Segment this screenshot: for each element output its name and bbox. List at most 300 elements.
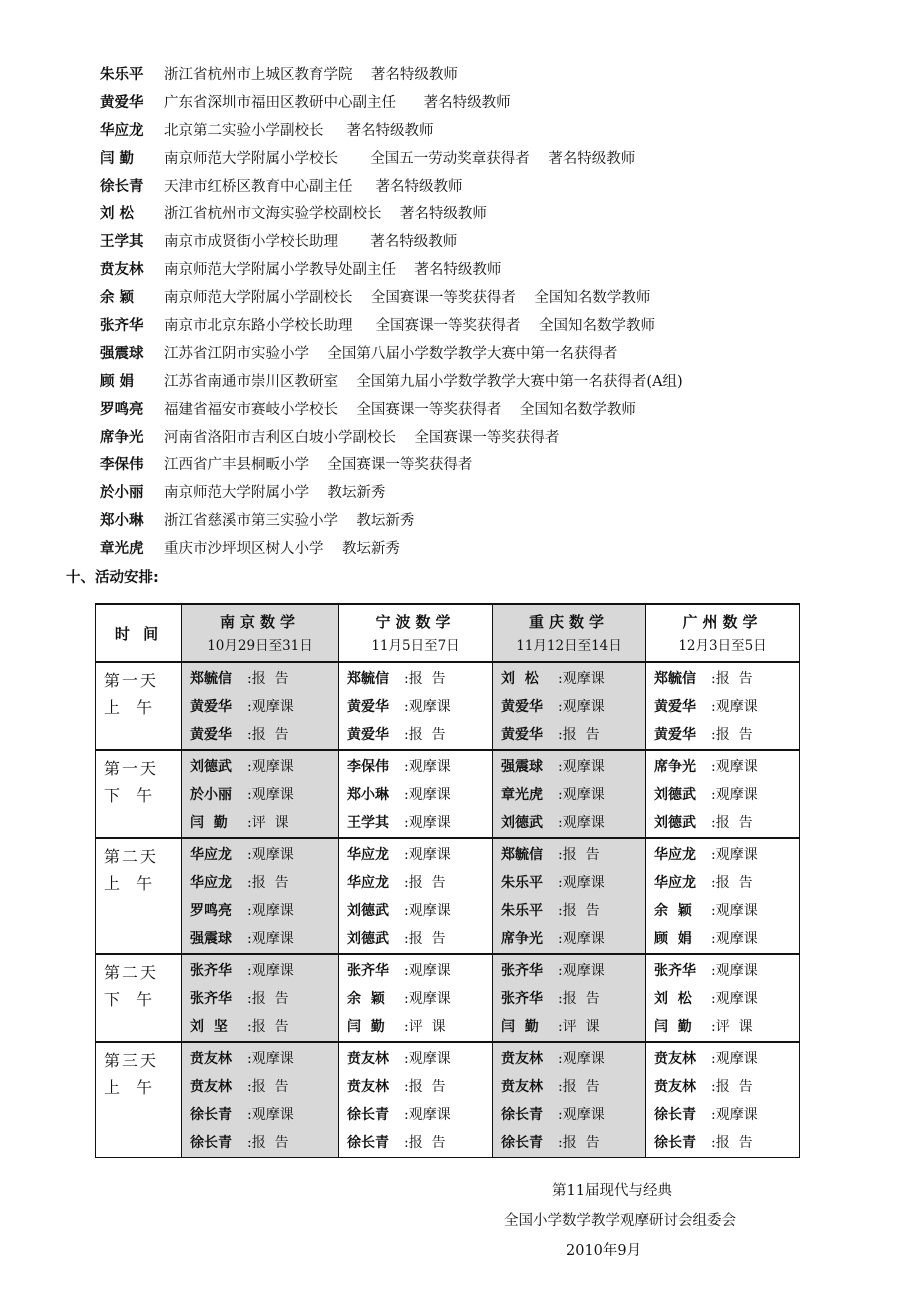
session-label: 上 午 — [104, 1078, 155, 1097]
teacher-row — [100, 397, 880, 425]
activity-type: 报 告 — [715, 1079, 753, 1095]
teacher-row — [100, 480, 880, 508]
speaker-name: 刘德武 — [347, 903, 389, 919]
speaker-name: 徐长青 — [347, 1135, 389, 1151]
teacher-description: 南京师范大学附属小学校长 全国五一劳动奖章获得者 著名特级教师 — [164, 150, 636, 167]
schedule-entry — [190, 1045, 338, 1073]
schedule-entry — [347, 721, 492, 749]
teacher-description: 南京市北京东路小学校长助理 全国赛课一等奖获得者 全国知名数学教师 — [164, 318, 655, 335]
entry-colon: : — [558, 931, 563, 947]
teacher-description: 南京师范大学附属小学 教坛新秀 — [164, 485, 386, 502]
schedule-entry — [501, 985, 645, 1013]
entry-colon: : — [558, 1079, 563, 1095]
schedule-cell — [493, 954, 646, 1042]
schedule-row — [96, 750, 800, 838]
city-header-chongqing — [493, 604, 646, 662]
schedule-entry — [190, 1073, 338, 1101]
teacher-name: 李保伟 — [100, 457, 144, 474]
speaker-name: 张齐华 — [347, 963, 389, 979]
entry-colon: : — [558, 991, 563, 1007]
schedule-entry — [190, 721, 338, 749]
activity-type: 观摩课 — [251, 1107, 294, 1123]
schedule-cell — [339, 662, 493, 750]
schedule-cell — [646, 954, 800, 1042]
activity-type: 评 课 — [251, 815, 289, 831]
schedule-entry — [347, 665, 492, 693]
entry-colon: : — [558, 847, 563, 863]
entry-colon: : — [711, 759, 716, 775]
schedule-entry — [654, 897, 799, 925]
activity-type: 报 告 — [715, 671, 753, 687]
schedule-entry — [654, 1045, 799, 1073]
entry-colon: : — [404, 727, 409, 743]
teacher-name: 黄爱华 — [100, 94, 144, 111]
teacher-row — [100, 341, 880, 369]
schedule-entry — [190, 1101, 338, 1129]
entry-colon: : — [404, 847, 409, 863]
session-label: 第一天 — [104, 759, 159, 778]
entry-colon: : — [711, 699, 716, 715]
footer-date: 2010年9月 — [566, 1243, 642, 1259]
activity-type: 观摩课 — [408, 787, 451, 803]
schedule-cell — [493, 750, 646, 838]
entry-colon: : — [711, 847, 716, 863]
activity-type: 观摩课 — [251, 963, 294, 979]
speaker-name: 黄爱华 — [190, 727, 232, 743]
schedule-entry — [654, 869, 799, 897]
schedule-entry — [501, 809, 645, 837]
speaker-name: 黄爱华 — [501, 727, 543, 743]
speaker-name: 黄爱华 — [654, 727, 696, 743]
schedule-entry — [501, 1101, 645, 1129]
speaker-name: 华应龙 — [190, 875, 232, 891]
speaker-name: 贲友林 — [190, 1051, 232, 1067]
entry-colon: : — [558, 815, 563, 831]
activity-type: 报 告 — [715, 1135, 753, 1151]
activity-type: 报 告 — [562, 1079, 600, 1095]
schedule-cell — [182, 1042, 339, 1158]
entry-colon: : — [711, 815, 716, 831]
schedule-entry — [347, 925, 492, 953]
footer — [500, 1176, 770, 1266]
entry-colon: : — [247, 671, 252, 687]
activity-type: 观摩课 — [562, 787, 605, 803]
activity-type: 观摩课 — [408, 963, 451, 979]
schedule-entry — [347, 869, 492, 897]
teacher-name: 罗鸣亮 — [100, 401, 144, 418]
entry-colon: : — [404, 759, 409, 775]
teacher-row — [100, 146, 880, 174]
schedule-entry — [654, 1013, 799, 1041]
schedule-row — [96, 662, 800, 750]
teacher-name: 闫 勤 — [100, 150, 135, 167]
activity-type: 观摩课 — [562, 699, 605, 715]
entry-colon: : — [711, 963, 716, 979]
schedule-entry — [501, 693, 645, 721]
entry-colon: : — [247, 815, 252, 831]
entry-colon: : — [404, 815, 409, 831]
schedule-entry — [347, 1073, 492, 1101]
activity-type: 报 告 — [251, 875, 289, 891]
speaker-name: 闫 勤 — [347, 1019, 385, 1035]
session-label: 上 午 — [104, 698, 155, 717]
schedule-cell — [339, 838, 493, 954]
activity-type: 报 告 — [408, 1135, 446, 1151]
schedule-entry — [501, 1073, 645, 1101]
activity-type: 观摩课 — [251, 903, 294, 919]
activity-type: 观摩课 — [715, 963, 758, 979]
speaker-name: 席争光 — [501, 931, 543, 947]
entry-colon: : — [558, 1019, 563, 1035]
activity-type: 观摩课 — [715, 1107, 758, 1123]
activity-type: 报 告 — [408, 1079, 446, 1095]
speaker-name: 席争光 — [654, 759, 696, 775]
speaker-name: 贲友林 — [190, 1079, 232, 1095]
schedule-entry — [654, 841, 799, 869]
session-cell — [96, 662, 182, 750]
speaker-name: 强震球 — [190, 931, 232, 947]
activity-type: 观摩课 — [251, 1051, 294, 1067]
teacher-description: 江西省广丰县桐畈小学 全国赛课一等奖获得者 — [164, 457, 473, 474]
entry-colon: : — [558, 1135, 563, 1151]
schedule-entry — [190, 841, 338, 869]
activity-type: 报 告 — [562, 991, 600, 1007]
entry-colon: : — [404, 1107, 409, 1123]
entry-colon: : — [247, 1051, 252, 1067]
schedule-row — [96, 1042, 800, 1158]
activity-type: 报 告 — [251, 1019, 289, 1035]
teacher-row — [100, 174, 880, 202]
entry-colon: : — [247, 931, 252, 947]
entry-colon: : — [711, 1079, 716, 1095]
city-name: 宁波数学 — [375, 613, 456, 631]
session-label: 第一天 — [104, 671, 159, 690]
entry-colon: : — [404, 787, 409, 803]
activity-type: 观摩课 — [715, 931, 758, 947]
schedule-entry — [190, 869, 338, 897]
activity-type: 报 告 — [562, 1135, 600, 1151]
schedule-entry — [501, 781, 645, 809]
teacher-description: 天津市红桥区教育中心副主任 著名特级教师 — [164, 178, 463, 195]
entry-colon: : — [404, 991, 409, 1007]
city-header-nanjing — [182, 604, 339, 662]
activity-type: 评 课 — [408, 1019, 446, 1035]
speaker-name: 於小丽 — [190, 787, 232, 803]
entry-colon: : — [247, 903, 252, 919]
activity-type: 观摩课 — [715, 847, 758, 863]
entry-colon: : — [558, 1107, 563, 1123]
speaker-name: 黄爱华 — [347, 699, 389, 715]
activity-type: 观摩课 — [408, 991, 451, 1007]
city-date: 11月12日至14日 — [516, 638, 622, 654]
entry-colon: : — [404, 875, 409, 891]
entry-colon: : — [247, 727, 252, 743]
entry-colon: : — [711, 1135, 716, 1151]
teacher-name: 余 颖 — [100, 290, 135, 307]
activity-type: 观摩课 — [715, 1051, 758, 1067]
speaker-name: 黄爱华 — [190, 699, 232, 715]
speaker-name: 徐长青 — [501, 1107, 543, 1123]
teacher-row — [100, 369, 880, 397]
entry-colon: : — [711, 1107, 716, 1123]
speaker-name: 徐长青 — [654, 1135, 696, 1151]
teacher-name: 於小丽 — [100, 485, 144, 502]
activity-type: 观摩课 — [562, 671, 605, 687]
schedule-entry — [654, 985, 799, 1013]
activity-type: 观摩课 — [562, 759, 605, 775]
session-label: 第三天 — [104, 1051, 159, 1070]
schedule-entry — [190, 985, 338, 1013]
entry-colon: : — [558, 671, 563, 687]
schedule-entry — [347, 897, 492, 925]
speaker-name: 张齐华 — [501, 963, 543, 979]
schedule-entry — [654, 781, 799, 809]
activity-type: 观摩课 — [408, 759, 451, 775]
speaker-name: 贲友林 — [347, 1079, 389, 1095]
activity-type: 报 告 — [715, 815, 753, 831]
teacher-name: 贲友林 — [100, 262, 144, 279]
teacher-name: 顾 娟 — [100, 373, 135, 390]
schedule-entry — [190, 753, 338, 781]
activity-type: 报 告 — [251, 1135, 289, 1151]
schedule-entry — [347, 985, 492, 1013]
speaker-name: 郑小琳 — [347, 787, 389, 803]
activity-type: 观摩课 — [408, 815, 451, 831]
teacher-row — [100, 313, 880, 341]
activity-type: 观摩课 — [562, 1107, 605, 1123]
entry-colon: : — [558, 699, 563, 715]
teacher-description: 河南省洛阳市吉利区白坡小学副校长 全国赛课一等奖获得者 — [164, 429, 560, 446]
schedule-entry — [347, 841, 492, 869]
city-header-ningbo — [339, 604, 493, 662]
entry-colon: : — [247, 1135, 252, 1151]
session-label: 下 午 — [104, 990, 155, 1009]
teacher-name: 张齐华 — [100, 318, 144, 335]
schedule-cell — [339, 1042, 493, 1158]
teacher-description: 北京第二实验小学副校长 著名特级教师 — [164, 122, 434, 139]
speaker-name: 刘德武 — [501, 815, 543, 831]
entry-colon: : — [247, 847, 252, 863]
schedule-entry — [190, 1129, 338, 1157]
schedule-entry — [501, 1129, 645, 1157]
entry-colon: : — [404, 671, 409, 687]
schedule-entry — [347, 781, 492, 809]
entry-colon: : — [711, 1051, 716, 1067]
speaker-name: 郑毓信 — [190, 671, 232, 687]
speaker-name: 张齐华 — [654, 963, 696, 979]
teacher-row — [100, 257, 880, 285]
activity-type: 观摩课 — [251, 759, 294, 775]
schedule-entry — [501, 957, 645, 985]
session-label: 下 午 — [104, 786, 155, 805]
schedule-entry — [347, 1045, 492, 1073]
schedule-entry — [654, 957, 799, 985]
speaker-name: 贲友林 — [654, 1079, 696, 1095]
teacher-description: 南京师范大学附属小学副校长 全国赛课一等奖获得者 全国知名数学教师 — [164, 290, 651, 307]
teacher-row — [100, 90, 880, 118]
activity-type: 观摩课 — [562, 931, 605, 947]
schedule-entry — [190, 1013, 338, 1041]
schedule-entry — [190, 665, 338, 693]
time-header: 时 间 — [96, 604, 182, 662]
schedule-cell — [646, 1042, 800, 1158]
teacher-row — [100, 425, 880, 453]
entry-colon: : — [247, 1079, 252, 1095]
entry-colon: : — [558, 787, 563, 803]
teacher-row — [100, 62, 880, 90]
schedule-cell — [182, 954, 339, 1042]
entry-colon: : — [558, 875, 563, 891]
speaker-name: 张齐华 — [190, 991, 232, 1007]
speaker-name: 张齐华 — [190, 963, 232, 979]
entry-colon: : — [247, 787, 252, 803]
speaker-name: 顾 娟 — [654, 931, 692, 947]
section-title: 十、活动安排: — [66, 570, 159, 586]
schedule-entry — [347, 753, 492, 781]
entry-colon: : — [558, 759, 563, 775]
speaker-name: 刘德武 — [654, 787, 696, 803]
city-date: 12月3日至5日 — [678, 638, 767, 654]
speaker-name: 贲友林 — [501, 1079, 543, 1095]
schedule-entry — [190, 693, 338, 721]
teacher-description: 浙江省慈溪市第三实验小学 教坛新秀 — [164, 513, 415, 530]
activity-type: 观摩课 — [251, 931, 294, 947]
entry-colon: : — [711, 727, 716, 743]
activity-type: 观摩课 — [562, 875, 605, 891]
teacher-name: 郑小琳 — [100, 513, 144, 530]
city-header-guangzhou — [646, 604, 800, 662]
speaker-name: 刘德武 — [654, 815, 696, 831]
teacher-name: 章光虎 — [100, 541, 144, 558]
footer-organizer: 全国小学数学教学观摩研讨会组委会 — [504, 1213, 736, 1229]
schedule-entry — [190, 781, 338, 809]
speaker-name: 章光虎 — [501, 787, 543, 803]
schedule-entry — [501, 897, 645, 925]
activity-type: 观摩课 — [408, 903, 451, 919]
schedule-entry — [654, 753, 799, 781]
entry-colon: : — [558, 963, 563, 979]
teacher-row — [100, 508, 880, 536]
entry-colon: : — [404, 1079, 409, 1095]
activity-type: 观摩课 — [715, 787, 758, 803]
schedule-header-row — [96, 604, 800, 662]
activity-type: 报 告 — [251, 991, 289, 1007]
activity-type: 报 告 — [408, 671, 446, 687]
schedule-entry — [501, 925, 645, 953]
schedule-entry — [501, 721, 645, 749]
activity-type: 报 告 — [408, 875, 446, 891]
activity-type: 观摩课 — [715, 759, 758, 775]
speaker-name: 刘 坚 — [190, 1019, 228, 1035]
entry-colon: : — [711, 991, 716, 1007]
teacher-description: 浙江省杭州市上城区教育学院 著名特级教师 — [164, 67, 458, 83]
schedule-entry — [654, 665, 799, 693]
entry-colon: : — [558, 727, 563, 743]
activity-type: 报 告 — [562, 903, 600, 919]
schedule-entry — [654, 925, 799, 953]
speaker-name: 郑毓信 — [501, 847, 543, 863]
speaker-name: 黄爱华 — [347, 727, 389, 743]
activity-type: 评 课 — [562, 1019, 600, 1035]
teacher-row — [100, 118, 880, 146]
activity-type: 观摩课 — [562, 963, 605, 979]
speaker-name: 余 颖 — [654, 903, 692, 919]
city-date: 11月5日至7日 — [371, 638, 460, 654]
activity-type: 观摩课 — [562, 1051, 605, 1067]
entry-colon: : — [247, 963, 252, 979]
teacher-description: 南京市成贤街小学校长助理 著名特级教师 — [164, 234, 458, 251]
activity-type: 报 告 — [715, 875, 753, 891]
speaker-name: 朱乐平 — [501, 875, 543, 891]
speaker-name: 刘德武 — [347, 931, 389, 947]
session-label: 上 午 — [104, 874, 155, 893]
activity-type: 报 告 — [251, 671, 289, 687]
schedule-cell — [493, 662, 646, 750]
schedule-entry — [190, 809, 338, 837]
schedule-entry — [190, 897, 338, 925]
activity-type: 报 告 — [562, 727, 600, 743]
teacher-row — [100, 536, 880, 564]
schedule-entry — [347, 957, 492, 985]
schedule-cell — [339, 954, 493, 1042]
activity-type: 观摩课 — [408, 847, 451, 863]
activity-type: 观摩课 — [715, 991, 758, 1007]
session-label: 第二天 — [104, 963, 159, 982]
schedule-entry — [501, 1045, 645, 1073]
teacher-name: 徐长青 — [100, 178, 144, 195]
session-cell — [96, 750, 182, 838]
speaker-name: 贲友林 — [654, 1051, 696, 1067]
entry-colon: : — [247, 699, 252, 715]
city-date: 10月29日至31日 — [207, 638, 313, 654]
speaker-name: 华应龙 — [347, 847, 389, 863]
teacher-row — [100, 229, 880, 257]
schedule-entry — [654, 721, 799, 749]
teacher-name: 刘 松 — [100, 206, 135, 223]
speaker-name: 贲友林 — [501, 1051, 543, 1067]
speaker-name: 刘 松 — [654, 991, 692, 1007]
teacher-description: 南京师范大学附属小学教导处副主任 著名特级教师 — [164, 262, 502, 279]
schedule-cell — [493, 1042, 646, 1158]
speaker-name: 李保伟 — [347, 759, 389, 775]
schedule-entry — [654, 809, 799, 837]
teacher-row — [100, 452, 880, 480]
entry-colon: : — [404, 903, 409, 919]
city-name: 重庆数学 — [528, 613, 609, 631]
activity-type: 报 告 — [251, 1079, 289, 1095]
activity-type: 观摩课 — [251, 699, 294, 715]
activity-type: 报 告 — [715, 727, 753, 743]
entry-colon: : — [404, 699, 409, 715]
session-label: 第二天 — [104, 847, 159, 866]
activity-type: 观摩课 — [562, 815, 605, 831]
schedule-cell — [182, 750, 339, 838]
schedule-entry — [501, 841, 645, 869]
teacher-row — [100, 285, 880, 313]
teacher-description: 江苏省江阴市实验小学 全国第八届小学数学教学大赛中第一名获得者 — [164, 345, 618, 362]
schedule-entry — [190, 957, 338, 985]
schedule-table — [95, 603, 800, 1158]
entry-colon: : — [247, 875, 252, 891]
schedule-entry — [347, 809, 492, 837]
schedule-cell — [646, 750, 800, 838]
speaker-name: 闫 勤 — [190, 815, 228, 831]
speaker-name: 黄爱华 — [501, 699, 543, 715]
activity-type: 报 告 — [562, 847, 600, 863]
speaker-name: 华应龙 — [654, 875, 696, 891]
entry-colon: : — [247, 1019, 252, 1035]
city-name: 广州数学 — [682, 613, 763, 631]
